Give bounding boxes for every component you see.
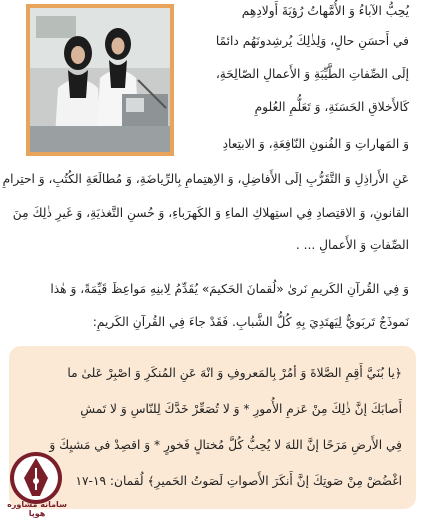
body-line-7: القانونِ، وَ الاقتِصادِ فِي استِهلاكِ الماءِ وَ الكَهرَباءِ، وَ حُسنِ التَّغذيَةِ، وَ غَيرِ ذٰلِكَ مِنَ	[12, 206, 409, 220]
quote-line-3: فِي الأَرضِ مَرَحًا إنَّ اللهَ لا يُحِبُّ كُلَّ مُختالٍ فَخورٍ * وَ اقصِدْ في مَشيِكَ وَ	[49, 438, 402, 452]
intro-line-2: نَموذَجٌ تَربَويٌّ لِيَهتَدِيَ بِهِ كُلُّ الشَّبابِ. فَقَدْ جاءَ فِي القُرآنِ الكَريمِ:	[92, 315, 409, 329]
logo-caption: سامانه مشاوره هوپا	[7, 500, 67, 518]
body-line-8: الصِّفاتِ وَ الأَعمالِ ... .	[295, 238, 409, 252]
quote-line-1: ﴿يا بُنَيَّ أَقِمِ الصَّلاةَ وَ أمُرْ بِالمَعروفِ وَ انْهَ عَنِ المُنكَرِ وَ اصْبِرْ عَلىٰ ما	[67, 366, 402, 380]
quote-line-2: أَصابَكَ إنَّ ذٰلِكَ مِنْ عَزمِ الأُمورِ * وَ لا تُصَعِّرْ خَدَّكَ لِلنّاسِ وَ لا تَمشِ	[80, 402, 402, 416]
body-line-3: إلَى الصِّفاتِ الطَّيِّبَةِ وَ الأَعمالِ الصّالِحَةِ،	[215, 67, 409, 81]
quote-line-4: اغْضُضْ مِنْ صَوتِكَ إنَّ أَنكَرَ الأَصواتِ لَصَوتُ الحَميرِ﴾ لُقمان: ١٩-١٧	[75, 474, 402, 488]
body-line-6: عَنِ الأَراذِلِ وَ التَّقَرُّبِ إلَى الأَفاضِلِ، وَ الاِهتِمامِ بِالرِّياضَةِ، وَ مُطالَعَةِ الكُتُبِ، وَ احتِرامِ	[2, 172, 409, 186]
quran-quote-box	[9, 346, 416, 509]
body-line-2: في أَحسَنِ حالٍ، وَلِذٰلِكَ يُرشِدونَهُم دائمًا	[215, 34, 409, 48]
body-line-4: كَالأَخلاقِ الحَسَنَةِ، وَ تَعَلُّمِ العُلومِ	[254, 100, 409, 114]
body-line-5: وَ المَهاراتِ وَ الفُنونِ النّافِعَةِ، وَ الابتِعادِ	[222, 137, 409, 151]
body-line-1: يُحِبُّ الآباءُ وَ الأُمَّهاتُ رُؤيَةَ أَولادِهِم	[241, 4, 409, 18]
intro-line-1: وَ فِي القُرآنِ الكَريمِ نَرىٰ «لُقمانَ الحَكيمَ» يُقَدِّمُ لِابنِهِ مَواعِظَ قَيِّمَةً، وَ هٰذا	[50, 282, 409, 296]
